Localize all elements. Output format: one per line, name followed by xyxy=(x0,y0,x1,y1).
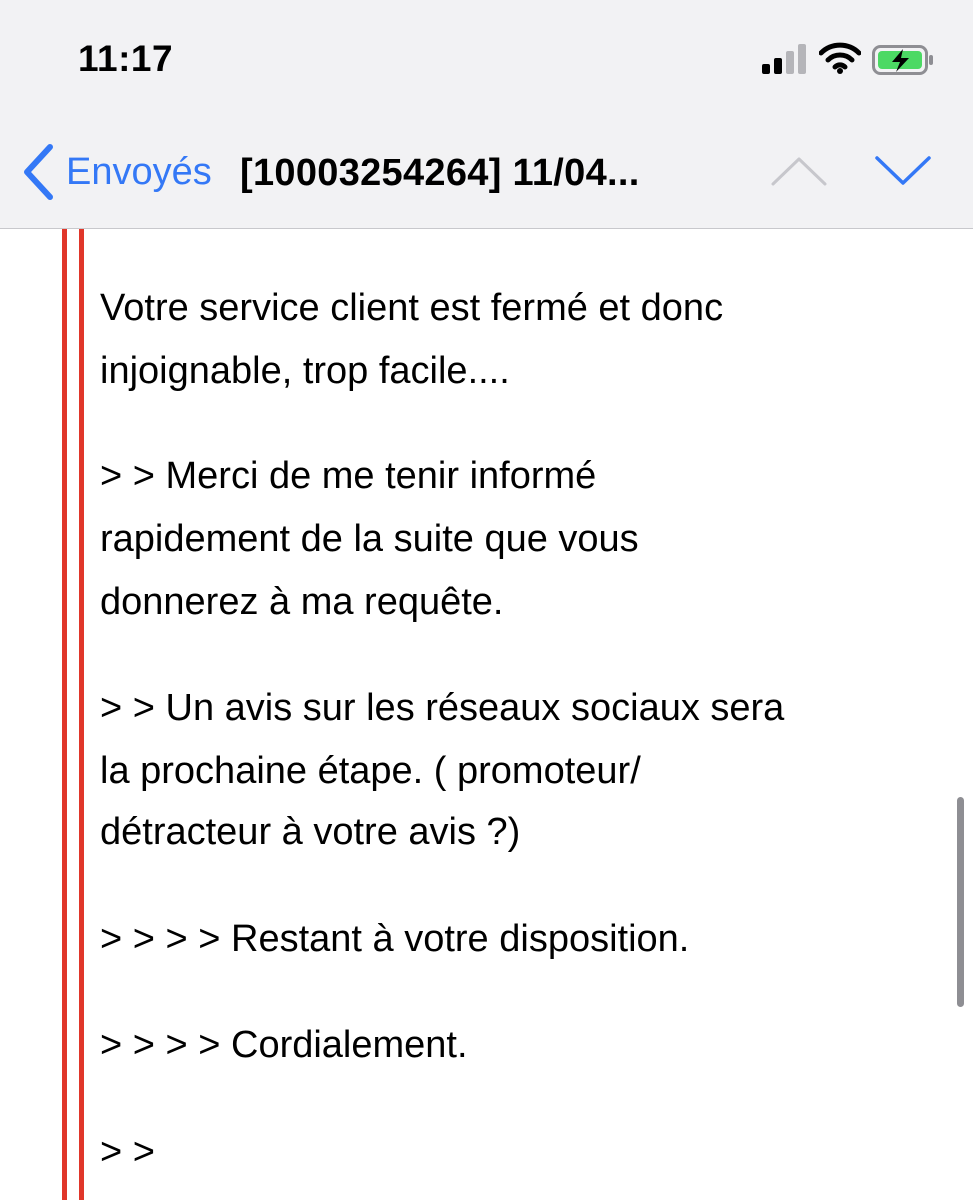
message-line: > > xyxy=(100,1131,155,1173)
status-bar xyxy=(0,0,973,120)
message-line: > > > > Restant à votre disposition. xyxy=(100,918,690,960)
message-line: > > > > Cordialement. xyxy=(100,1024,468,1066)
message-line: la prochaine étape. ( promoteur/ xyxy=(100,750,641,792)
cellular-signal-icon xyxy=(762,44,810,74)
message-line: injoignable, trop facile.... xyxy=(100,350,510,392)
battery-charging-icon xyxy=(872,45,934,75)
scrollbar[interactable] xyxy=(957,797,964,1007)
navigation-bar xyxy=(0,120,973,229)
back-button[interactable] xyxy=(20,140,212,204)
quote-level-bar xyxy=(62,229,67,1200)
message-line: détracteur à votre avis ?) xyxy=(100,811,521,853)
quote-level-bar xyxy=(79,229,84,1200)
chevron-up-icon[interactable] xyxy=(770,154,828,188)
chevron-down-icon[interactable] xyxy=(874,154,932,188)
message-subject-title: [10003254264] 11/04... xyxy=(240,152,640,194)
message-line: rapidement de la suite que vous xyxy=(100,518,639,560)
chevron-left-icon xyxy=(20,143,56,201)
message-line: > > Merci de me tenir informé xyxy=(100,455,597,497)
status-time: 11:17 xyxy=(78,38,174,79)
back-label: Envoyés xyxy=(66,150,212,193)
message-line: Votre service client est fermé et donc xyxy=(100,287,724,329)
message-line: donnerez à ma requête. xyxy=(100,581,504,623)
message-line: > > Un avis sur les réseaux sociaux sera xyxy=(100,687,785,729)
wifi-icon xyxy=(819,42,861,74)
